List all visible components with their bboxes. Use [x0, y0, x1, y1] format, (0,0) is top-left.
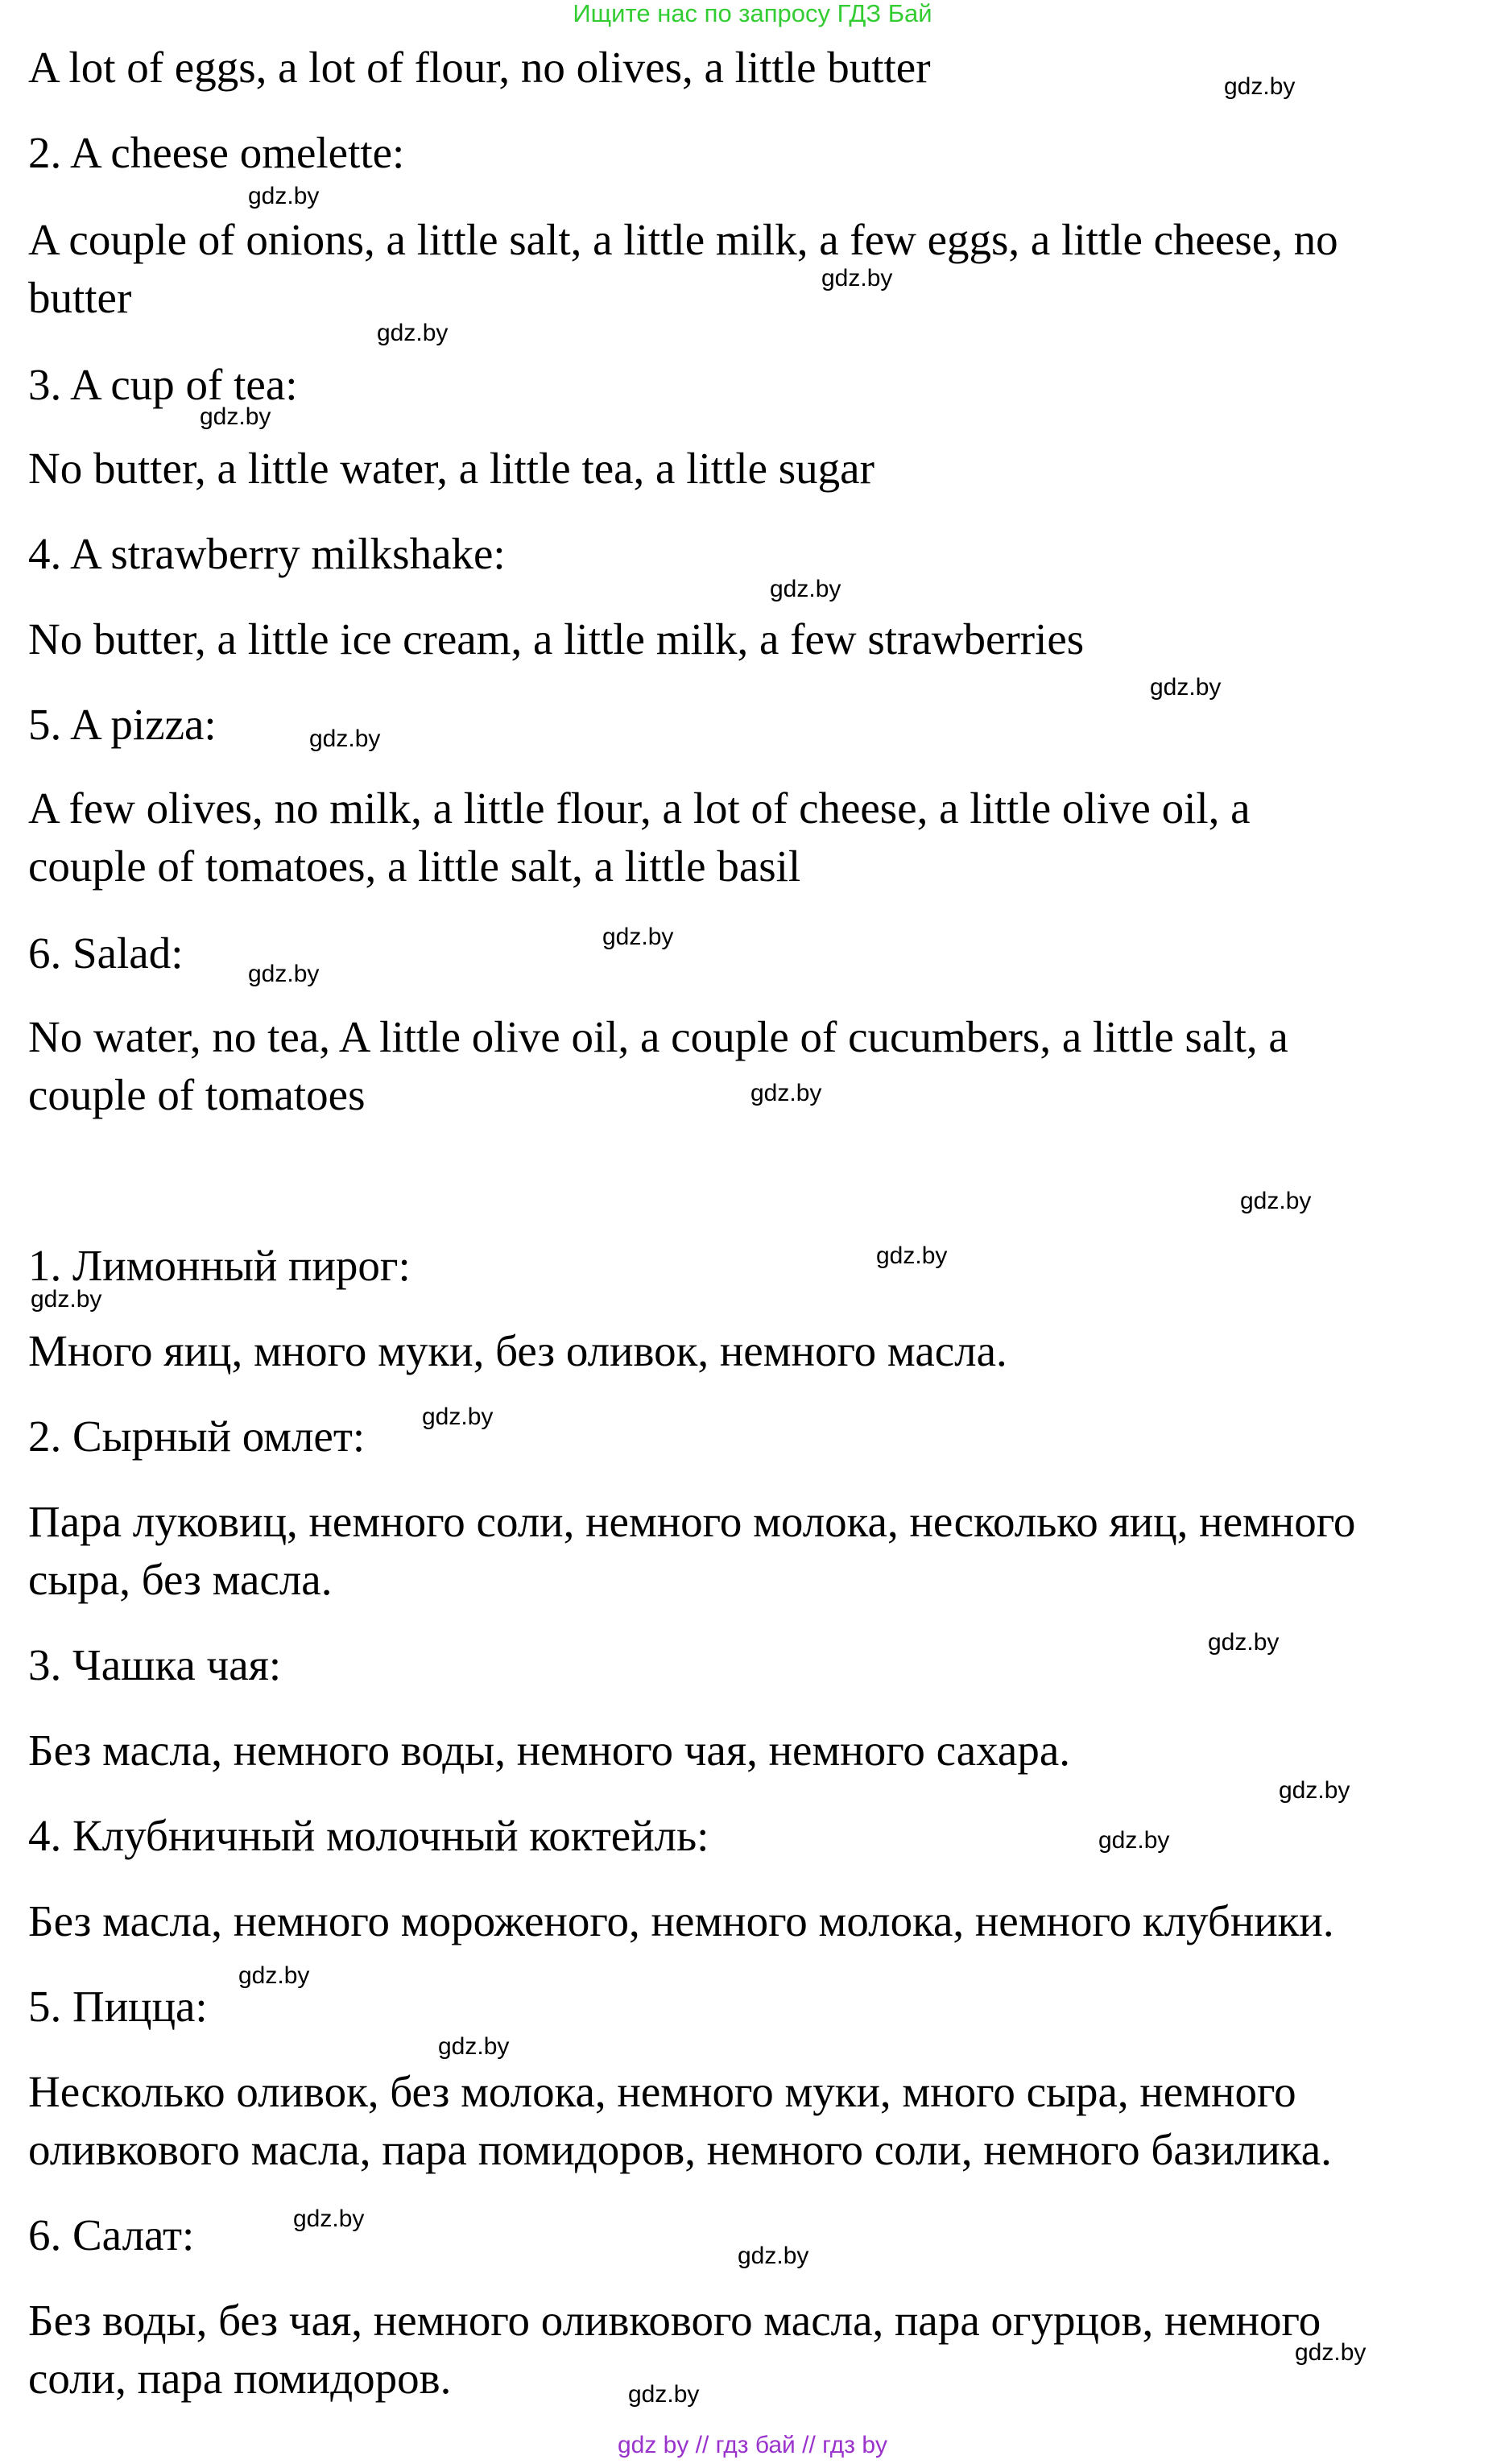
recipe-6-ingredients-line1: No water, no tea, A little olive oil, a couple of cucumbers, a little salt, a: [28, 1012, 1288, 1061]
ru-recipe-2-ingredients-line2: сыра, без масла.: [28, 1555, 333, 1604]
ru-recipe-5-ingredients-line2: оливкового масла, пара помидоров, немного соли, немного базилика.: [28, 2125, 1332, 2174]
ru-recipe-3-ingredients: Без масла, немного воды, немного чая, немного сахара.: [28, 1726, 1070, 1775]
recipe-5-heading: 5. A pizza:: [28, 700, 217, 749]
watermark: gdz.by: [248, 961, 320, 987]
watermark: gdz.by: [31, 1286, 102, 1313]
recipe-6-heading: 6. Salad:: [28, 928, 184, 978]
ru-recipe-1-ingredients: Много яиц, много муки, без оливок, немного масла.: [28, 1326, 1007, 1375]
ru-recipe-3-heading: 3. Чашка чая:: [28, 1640, 282, 1689]
watermark: gdz.by: [738, 2243, 809, 2269]
watermark: gdz.by: [422, 1404, 494, 1430]
recipe-6-ingredients-line2: couple of tomatoes: [28, 1070, 366, 1119]
watermark: gdz.by: [377, 320, 449, 346]
recipe-3-heading: 3. A cup of tea:: [28, 360, 298, 409]
watermark: gdz.by: [1279, 1777, 1350, 1804]
ru-recipe-5-ingredients-line1: Несколько оливок, без молока, немного муки, много сыра, немного: [28, 2067, 1296, 2116]
ru-recipe-2-heading: 2. Сырный омлет:: [28, 1412, 366, 1461]
recipe-2-heading: 2. A cheese omelette:: [28, 128, 405, 177]
watermark: gdz.by: [1208, 1629, 1280, 1656]
watermark: gdz.by: [248, 183, 320, 209]
recipe-2-ingredients-line1: A couple of onions, a little salt, a little milk, a few eggs, a little cheese, no: [28, 215, 1338, 264]
recipe-4-heading: 4. A strawberry milkshake:: [28, 529, 506, 578]
ru-recipe-5-heading: 5. Пицца:: [28, 1982, 208, 2031]
watermark: gdz.by: [309, 726, 381, 752]
ru-recipe-6-heading: 6. Салат:: [28, 2210, 195, 2259]
recipe-1-ingredients: A lot of eggs, a lot of flour, no olives, a little butter: [28, 43, 931, 92]
ru-recipe-1-heading: 1. Лимонный пирог:: [28, 1241, 411, 1290]
watermark: gdz.by: [438, 2033, 510, 2060]
watermark: gdz.by: [1098, 1827, 1170, 1854]
ru-recipe-6-ingredients-line2: соли, пара помидоров.: [28, 2354, 452, 2403]
watermark: gdz.by: [1295, 2339, 1366, 2366]
ru-recipe-4-heading: 4. Клубничный молочный коктейль:: [28, 1811, 709, 1860]
watermark: gdz.by: [876, 1242, 948, 1269]
watermark: gdz.by: [1240, 1188, 1312, 1214]
watermark: gdz.by: [200, 403, 271, 430]
watermark: gdz.by: [602, 924, 674, 950]
ru-recipe-4-ingredients: Без масла, немного мороженого, немного молока, немного клубники.: [28, 1896, 1334, 1945]
recipe-5-ingredients-line2: couple of tomatoes, a little salt, a little basil: [28, 841, 801, 891]
watermark: gdz.by: [750, 1080, 822, 1106]
watermark: gdz.by: [1224, 73, 1296, 100]
watermark: gdz.by: [293, 2206, 365, 2232]
recipe-5-ingredients-line1: A few olives, no milk, a little flour, a lot of cheese, a little olive oil, a: [28, 783, 1251, 833]
site-banner: Ищите нас по запросу ГДЗ Бай: [573, 0, 932, 27]
watermark: gdz.by: [1150, 674, 1222, 701]
watermark: gdz.by: [238, 1962, 310, 1989]
recipe-3-ingredients: No butter, a little water, a little tea, a little sugar: [28, 444, 874, 493]
watermark: gdz.by: [821, 265, 893, 291]
watermark: gdz.by: [628, 2381, 700, 2408]
recipe-4-ingredients: No butter, a little ice cream, a little milk, a few strawberries: [28, 614, 1085, 664]
watermark: gdz.by: [770, 576, 841, 602]
recipe-2-ingredients-line2: butter: [28, 273, 132, 322]
ru-recipe-6-ingredients-line1: Без воды, без чая, немного оливкового масла, пара огурцов, немного: [28, 2296, 1321, 2345]
ru-recipe-2-ingredients-line1: Пара луковиц, немного соли, немного молока, несколько яиц, немного: [28, 1497, 1356, 1546]
site-footer: gdz by // гдз бай // гдз by: [617, 2432, 888, 2458]
